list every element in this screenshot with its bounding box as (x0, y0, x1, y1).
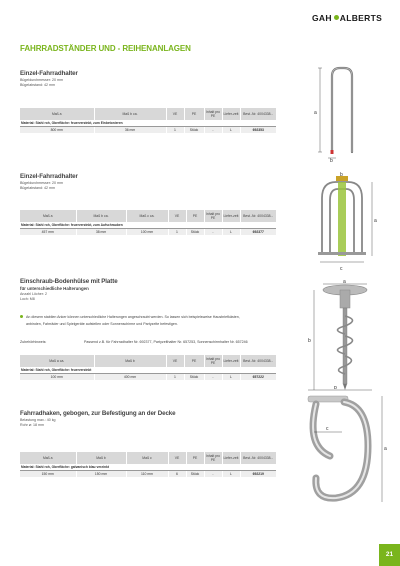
table-cell: 800 mm (20, 126, 94, 133)
table-cell: 38 mm (76, 228, 126, 235)
table-cell: 100 mm (20, 373, 94, 380)
table-header: Maß c (126, 452, 168, 464)
table-cell: 150 mm (20, 470, 76, 477)
table-header: Best.-Nr. 4004338... (240, 108, 276, 120)
table-cell: 36 mm (94, 126, 166, 133)
table-cell: - (204, 228, 222, 235)
order-number-cell: 692219 (240, 470, 276, 477)
table-header: Maß a (20, 452, 76, 464)
section-title: Einzel-Fahrradhalter (20, 173, 78, 180)
table-cell: 457 mm (20, 228, 76, 235)
table-header: PE (184, 108, 204, 120)
section-einzel-fahrradhalter-1 (20, 70, 78, 88)
page-heading: FAHRRADSTÄNDER UND - REIHENANLAGEN (20, 44, 191, 53)
table-cell: 1 (168, 228, 186, 235)
section-meta-line: Loch: M8 (20, 297, 35, 302)
section-einzel-fahrradhalter-2 (20, 173, 78, 191)
table-cell: 1 (166, 373, 184, 380)
dimension-a-label: a (343, 280, 346, 285)
material-row: Material: Stahl roh, Oberfläche: feuerverzinkt, zum Aufschrauben (20, 222, 276, 228)
table-header: VE (166, 108, 184, 120)
section-title: Einschraub-Bodenhülse mit Platte (20, 278, 118, 285)
order-number-cell: 692353 (240, 126, 276, 133)
brand-logo-dot-icon (334, 15, 339, 20)
table-header: Maß b ca. (76, 210, 126, 222)
table-cell: L (222, 228, 240, 235)
table-header: Liefer-zeit (222, 108, 240, 120)
bullet-text: anbinden, Fahrräder und Spielgeräte aufstellen oder Sonnenschirme und Partyzelte befestigen. (26, 321, 178, 326)
drawing-bike-holder-inground (300, 62, 390, 162)
section-meta-line: Belastung max.: 40 kg (20, 418, 56, 422)
material-row: Material: Stahl roh, Oberfläche: feuerverzinkt (20, 367, 276, 373)
table-cell: 100 mm (126, 228, 168, 235)
table-header: VE (168, 210, 186, 222)
accessory-note-text: Passend z.B. für Fahrradhalter Nr. 692377, Partyzelthalter Nr. 657253, Sonnenschirmhalter Nr. 657246 (84, 340, 248, 344)
table-header: Inhalt pro PE (205, 212, 221, 220)
table-cell: Stück (184, 126, 204, 133)
table-header: PE (186, 452, 204, 464)
accessory-note-label: Zubehörhinweis: (20, 340, 47, 344)
drawing-bike-holder-boltdown (310, 172, 390, 272)
table-header: Inhalt pro PE (205, 357, 221, 365)
table-cell: - (204, 373, 222, 380)
product-table-3 (20, 355, 276, 380)
table-cell: 6 (168, 470, 186, 477)
accessory-note (20, 340, 248, 344)
section-einschraub-bodenhuelse (20, 278, 118, 302)
base-plate (318, 252, 366, 255)
table-header: Maß b (94, 355, 166, 367)
table-cell: L (222, 470, 240, 477)
dimension-b-label: b (334, 386, 337, 391)
table-header: Liefer-zeit (222, 210, 240, 222)
section-subtitle: für unterschiedliche Halterungen (20, 286, 89, 291)
section-meta-line: Bügelabstand: 42 mm (20, 83, 55, 88)
table-header: Best.-Nr. 4004338... (240, 355, 276, 367)
bullet-icon (20, 315, 23, 318)
feature-bullet (20, 314, 240, 327)
drawing-ground-anchor (300, 280, 390, 392)
table-header: PE (184, 355, 204, 367)
dimension-a-label: a (314, 110, 317, 116)
dimension-c-label: c (326, 426, 329, 432)
table-cell: 150 mm (76, 470, 126, 477)
table-cell: L (222, 373, 240, 380)
drawing-ceiling-hook (296, 386, 392, 512)
table-cell: 400 mm (94, 373, 166, 380)
table-row (20, 470, 276, 477)
section-meta-line: Bügelabstand: 42 mm (20, 186, 55, 191)
table-header: Best.-Nr. 4004338... (240, 210, 276, 222)
table-header: Inhalt pro PE (205, 110, 221, 118)
table-cell: - (204, 470, 222, 477)
table-row (20, 126, 276, 133)
table-header: Inhalt pro PE (205, 454, 221, 462)
table-cell: 110 mm (126, 470, 168, 477)
material-row: Material: Stahl roh, Oberfläche: galvanisch blau verzinkt (20, 464, 276, 470)
table-cell: 1 (166, 126, 184, 133)
section-meta-line: Bügeldurchmesser: 20 mm (20, 78, 63, 82)
dimension-a-label: a (384, 446, 387, 452)
table-header: Maß a (20, 108, 94, 120)
section-fahrradhaken (20, 410, 175, 428)
table-row (20, 373, 276, 380)
table-header: Maß c ca. (126, 210, 168, 222)
table-cell: Stück (186, 228, 204, 235)
dimension-b-label: b (340, 172, 343, 178)
table-row (20, 228, 276, 235)
table-header: VE (168, 452, 186, 464)
product-table-4 (20, 452, 276, 477)
material-row: Material: Stahl roh, Oberfläche: feuerverzinkt, zum Einbetonieren (20, 120, 276, 126)
section-meta-line: Rohr ø: 18 mm (20, 423, 44, 428)
table-header: PE (186, 210, 204, 222)
table-cell: - (204, 126, 222, 133)
section-meta-line: Anzahl Löcher: 2 (20, 292, 47, 296)
center-bar (338, 182, 346, 256)
table-cell: Stück (184, 373, 204, 380)
table-header: Liefer-zeit (222, 452, 240, 464)
product-table-1 (20, 108, 276, 133)
table-header: Best.-Nr. 4004338... (240, 452, 276, 464)
table-header: Maß a ca. (20, 355, 94, 367)
anchor-sleeve (340, 290, 350, 308)
table-header: VE (166, 355, 184, 367)
section-meta-line: Bügeldurchmesser: 20 mm (20, 181, 63, 185)
dimension-b-label: b (330, 158, 333, 162)
table-cell: Stück (186, 470, 204, 477)
order-number-cell: 692377 (240, 228, 276, 235)
order-number-cell: 657222 (240, 373, 276, 380)
product-table-2 (20, 210, 276, 235)
table-cell: L (222, 126, 240, 133)
table-header: Maß a (20, 210, 76, 222)
page-number: 21 (379, 544, 400, 566)
dimension-b-label: b (308, 338, 311, 344)
inground-end-marker (331, 150, 334, 154)
table-header: Liefer-zeit (222, 355, 240, 367)
bullet-text: An diesem stabilen Anker können unterschiedliche Halterungen angeschraubt werden. So lassen sich beispielsweise Hausbriefkästen, (26, 315, 240, 319)
section-title: Fahrradhaken, gebogen, zur Befestigung an der Decke (20, 410, 176, 417)
brand-logo-left: GAH (312, 13, 332, 23)
brand-logo (312, 13, 382, 23)
table-header: Maß b (76, 452, 126, 464)
brand-logo-right: ALBERTS (339, 13, 383, 23)
dimension-a-label: a (374, 218, 377, 224)
table-header: Maß b ca. (94, 108, 166, 120)
section-title: Einzel-Fahrradhalter (20, 70, 78, 77)
dimension-c-label: c (340, 266, 343, 272)
